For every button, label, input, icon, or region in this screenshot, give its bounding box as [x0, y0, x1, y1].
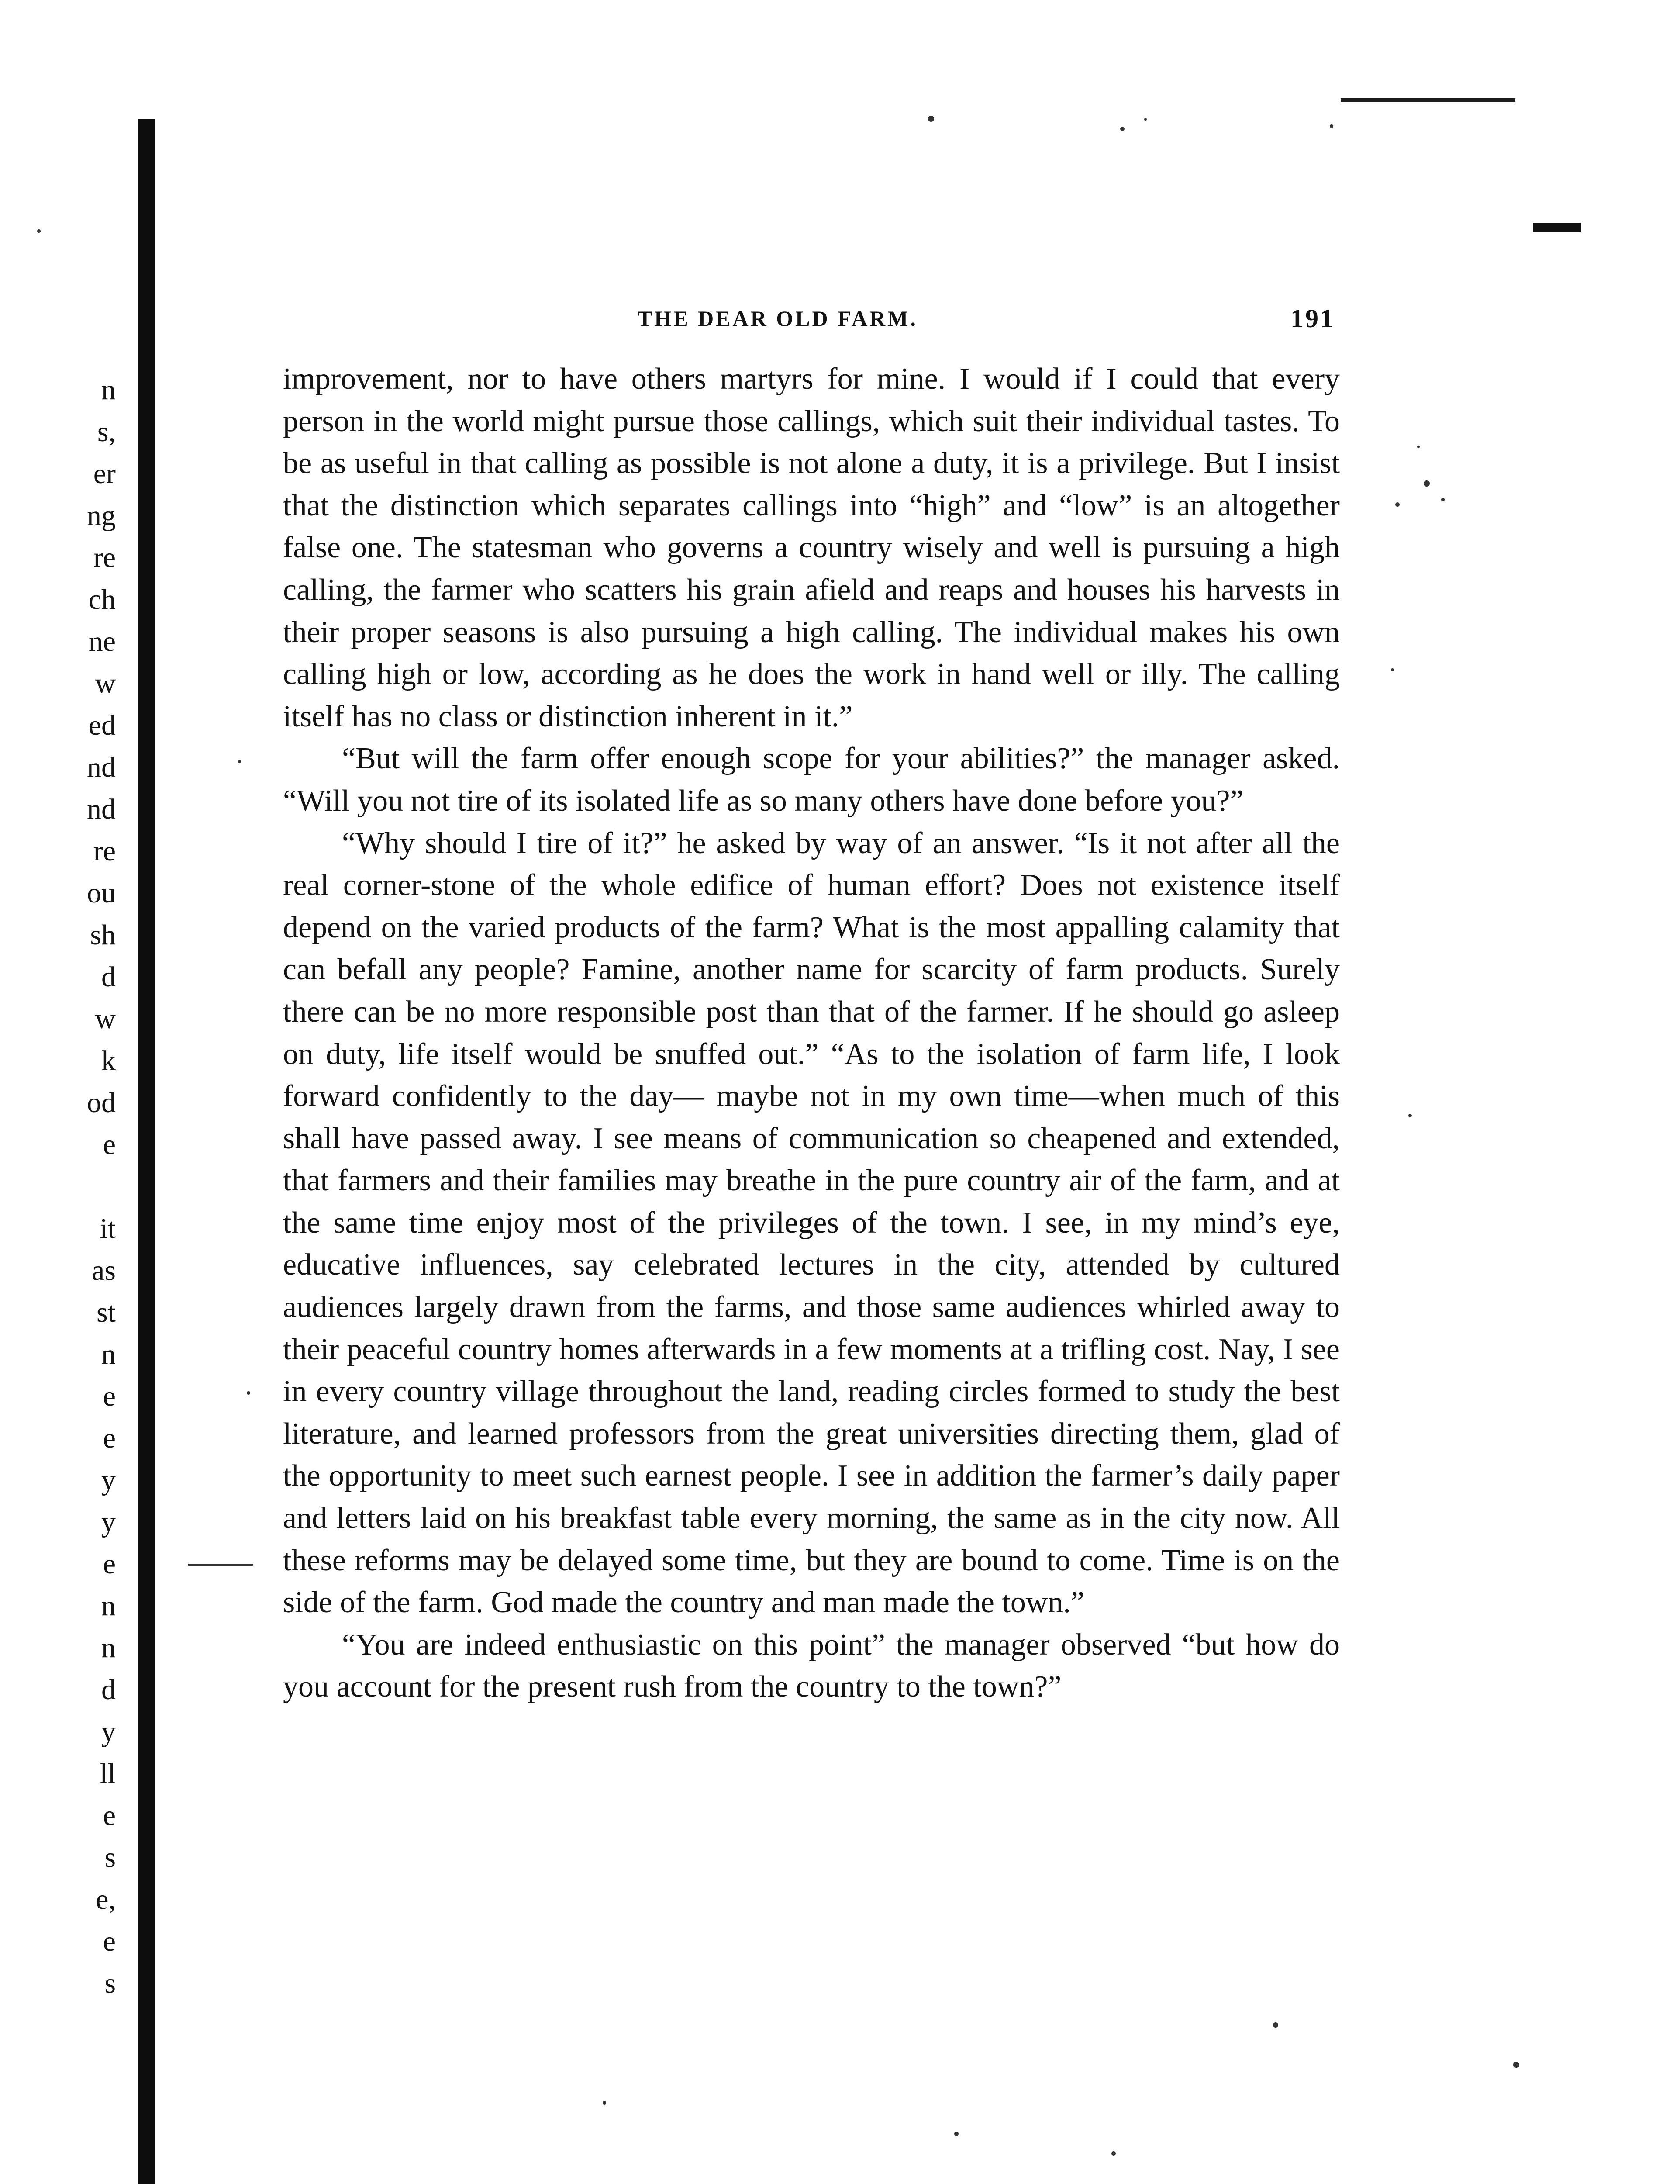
- margin-fragment: w: [95, 1003, 116, 1035]
- margin-fragment: n: [101, 374, 116, 406]
- margin-fragment: [11, 1166, 116, 1208]
- margin-fragment: ed: [88, 709, 116, 741]
- margin-fragment: e,: [96, 1883, 116, 1915]
- margin-fragment: ll: [100, 1758, 116, 1790]
- facing-page-margin: [11, 369, 116, 2004]
- margin-fragment: ne: [88, 625, 116, 657]
- margin-fragment: d: [101, 1674, 116, 1706]
- margin-fragment: re: [93, 542, 116, 574]
- margin-fragment: s,: [97, 416, 116, 448]
- page-body: [283, 358, 1340, 1708]
- edge-mark: [1533, 223, 1581, 232]
- margin-fragment: n: [101, 1590, 116, 1622]
- margin-fragment: w: [95, 667, 116, 699]
- margin-fragment: d: [101, 961, 116, 993]
- margin-fragment: s: [104, 1967, 116, 1999]
- page-number: 191: [1290, 304, 1335, 333]
- margin-fragment: y: [101, 1716, 116, 1748]
- margin-fragment: st: [96, 1296, 116, 1328]
- margin-fragment: s: [104, 1842, 116, 1873]
- paragraph: “But will the farm offer enough scope for your abilities?” the manager asked. “Will you not tire of its isolated life as so many others have done before you?”: [283, 742, 1340, 818]
- margin-fragment: e: [103, 1548, 116, 1580]
- paragraph: “You are indeed enthusiastic on this point” the manager observed “but how do you account for the present rush from the country to the town?”: [283, 1628, 1340, 1704]
- margin-fragment: od: [87, 1087, 116, 1119]
- margin-fragment: e: [103, 1380, 116, 1412]
- margin-fragment: e: [103, 1925, 116, 1957]
- margin-fragment: e: [103, 1422, 116, 1454]
- top-rule: [1341, 98, 1515, 102]
- margin-fragment: nd: [87, 751, 116, 783]
- margin-fragment: y: [101, 1464, 116, 1496]
- margin-fragment: e: [103, 1800, 116, 1832]
- paragraph: improvement, nor to have others martyrs for mine. I would if I could that every person in the world might pursue those callings, which suit their individual tastes. To be as useful in that calling as possible is not alone a duty, it is a privilege. But I insist that the distinction which separates callings into “high” and “low” is an altogether false one. The statesman who governs a country wisely and well is pursuing a high calling, the farmer who scatters his grain afield and reaps and houses his harvests in their proper seasons is also pursuing a high calling. The individual makes his own calling high or low, according as he does the work in hand well or illy. The calling itself has no class or distinction inherent in it.”: [283, 362, 1340, 733]
- margin-fragment: er: [93, 458, 116, 490]
- margin-fragment: sh: [90, 919, 116, 951]
- margin-fragment: e: [103, 1129, 116, 1161]
- margin-fragment: y: [101, 1506, 116, 1538]
- margin-fragment: as: [92, 1254, 116, 1286]
- margin-fragment: ch: [88, 584, 116, 615]
- margin-fragment: n: [101, 1632, 116, 1664]
- running-head: THE DEAR OLD FARM.: [638, 306, 918, 331]
- paragraph: “Why should I tire of it?” he asked by way of an answer. “Is it not after all the real corner-stone of the whole edifice of human effort? Does not existence itself depend on the varied products of the farm? What is the most appalling calamity that can befall any people? Famine, another name for scarcity of farm products. Surely there can be no more responsible post than that of the farmer. If he should go asleep on duty, life itself would be snuffed out.” “As to the isolation of farm life, I look forward confidently to the day— maybe not in my own time—when much of this shall have passed away. I see means of communication so cheapened and extended, that farmers and their families may breathe in the pure country air of the farm, and at the same time enjoy most of the privileges of the town. I see, in my mind’s eye, educative influences, say celebrated lectures in the city, attended by cultured audiences largely drawn from the farms, and those same audiences whirled away to their peaceful country homes afterwards in a few moments at a trifling cost. Nay, I see in every country village throughout the land, reading circles formed to study the best literature, and learned professors from the great universities directing them, glad of the opportunity to meet such earnest people. I see in addition the farmer’s daily paper and letters laid on his breakfast table every morning, the same as in the city now. All these reforms may be delayed some time, but they are bound to come. Time is on the side of the farm. God made the country and man made the town.”: [283, 826, 1340, 1620]
- margin-fragment: ou: [87, 877, 116, 909]
- margin-fragment: it: [100, 1213, 116, 1244]
- margin-fragment: n: [101, 1338, 116, 1370]
- binding-shadow: [138, 119, 155, 2184]
- margin-fragment: nd: [87, 793, 116, 825]
- margin-fragment: k: [101, 1045, 116, 1077]
- margin-fragment: re: [93, 835, 116, 867]
- margin-fragment: ng: [87, 500, 116, 532]
